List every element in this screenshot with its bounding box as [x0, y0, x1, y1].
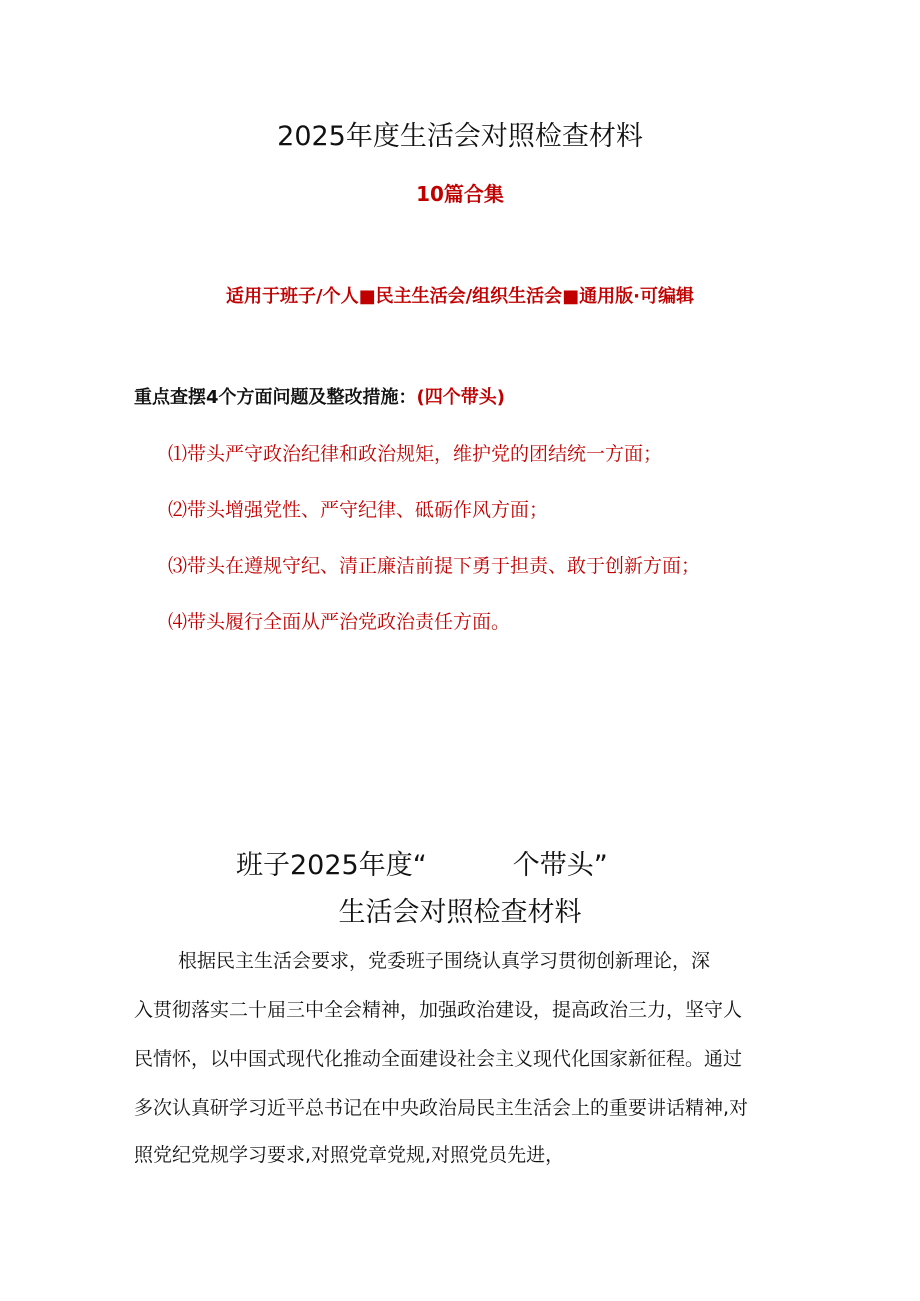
focus-item-2: ⑵带头增强党性、严守纪律、砥砺作风方面；	[168, 499, 549, 521]
body-line-4: 多次认真研学习近平总书记在中央政治局民主生活会上的重要讲话精神,对	[134, 1097, 749, 1119]
focus-heading	[134, 383, 505, 409]
document-title-line-1	[236, 843, 608, 882]
focus-item-3: ⑶带头在遵规守纪、清正廉洁前提下勇于担责、敢于创新方面；	[168, 555, 701, 577]
body-line-5: 照党纪党规学习要求,对照党章党规,对照党员先进，	[134, 1144, 565, 1166]
document-title-part-2: 个带头”	[512, 850, 608, 881]
body-line-3: 民情怀，以中国式现代化推动全面建设社会主义现代化国家新征程。通过	[134, 1048, 743, 1070]
body-line-2: 入贯彻落实二十届三中全会精神，加强政治建设，提高政治三力，坚守人	[134, 999, 743, 1021]
document-title-line-2: 生活会对照检查材料	[338, 897, 582, 928]
applicable-scope: 适用于班子/个人■民主生活会/组织生活会■通用版·可编辑	[226, 286, 694, 307]
cover-title: 2025年度生活会对照检查材料	[277, 121, 643, 152]
focus-prefix: 重点查摆4个方面问题及整改措施：	[134, 387, 417, 408]
cover-subtitle: 10篇合集	[416, 182, 504, 206]
focus-item-4: ⑷带头履行全面从严治党政治责任方面。	[168, 611, 511, 633]
document-title-part-1: 班子2025年度“	[236, 850, 427, 881]
focus-highlight: (四个带头)	[416, 387, 505, 408]
focus-item-1: ⑴带头严守政治纪律和政治规矩，维护党的团结统一方面；	[168, 443, 663, 465]
body-line-1: 根据民主生活会要求，党委班子围绕认真学习贯彻创新理论，深	[178, 950, 711, 972]
